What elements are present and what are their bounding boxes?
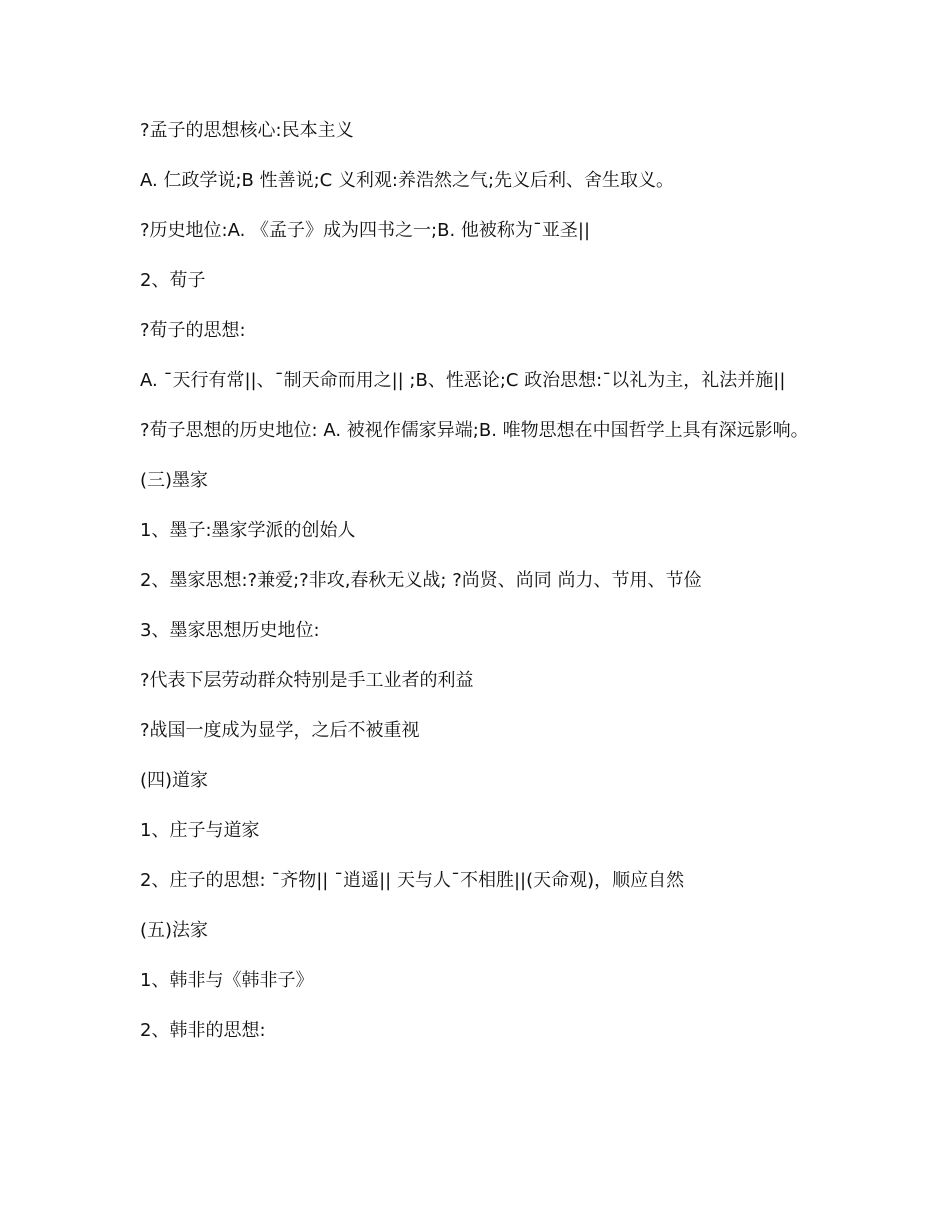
paragraph-hanfei-book: 1、韩非与《韩非子》 [140,970,314,991]
paragraph-mohist-status-label: 3、墨家思想历史地位: [140,620,320,641]
paragraph-mencius-status: ?历史地位:A. 《孟子》成为四书之一;B. 他被称为¯亚圣|| [140,220,591,241]
paragraph-mohist-thought: 2、墨家思想:?兼爱;?非攻,春秋无义战; ?尚贤、尚同 尚力、节用、节俭 [140,570,702,591]
paragraph-zhuangzi-taoism: 1、庄子与道家 [140,820,260,841]
paragraph-xunzi-thought-label: ?荀子的思想: [140,320,246,341]
heading-mohism: (三)墨家 [140,470,209,491]
heading-legalism: (五)法家 [140,920,209,941]
paragraph-mohist-status-1: ?代表下层劳动群众特别是手工业者的利益 [140,670,474,691]
paragraph-hanfei-thought: 2、韩非的思想: [140,1020,266,1041]
paragraph-xunzi-status: ?荀子思想的历史地位: A. 被视作儒家异端;B. 唯物思想在中国哲学上具有深远影响。 [140,420,809,441]
heading-xunzi: 2、荀子 [140,270,206,291]
paragraph-mencius-theories: A. 仁政学说;B 性善说;C 义利观:养浩然之气;先义后利、舍生取义。 [140,170,675,191]
paragraph-mozi-founder: 1、墨子:墨家学派的创始人 [140,520,356,541]
paragraph-xunzi-theories: A. ¯天行有常||、¯制天命而用之|| ;B、性恶论;C 政治思想:¯以礼为主，礼法并施|| [140,370,786,391]
heading-taoism: (四)道家 [140,770,209,791]
paragraph-zhuangzi-thought: 2、庄子的思想: ¯齐物|| ¯逍遥|| 天与人¯不相胜||(天命观)，顺应自然 [140,870,685,891]
paragraph-mohist-status-2: ?战国一度成为显学，之后不被重视 [140,720,420,741]
document-body [140,117,810,1067]
paragraph-mencius-core: ?孟子的思想核心:民本主义 [140,120,354,141]
